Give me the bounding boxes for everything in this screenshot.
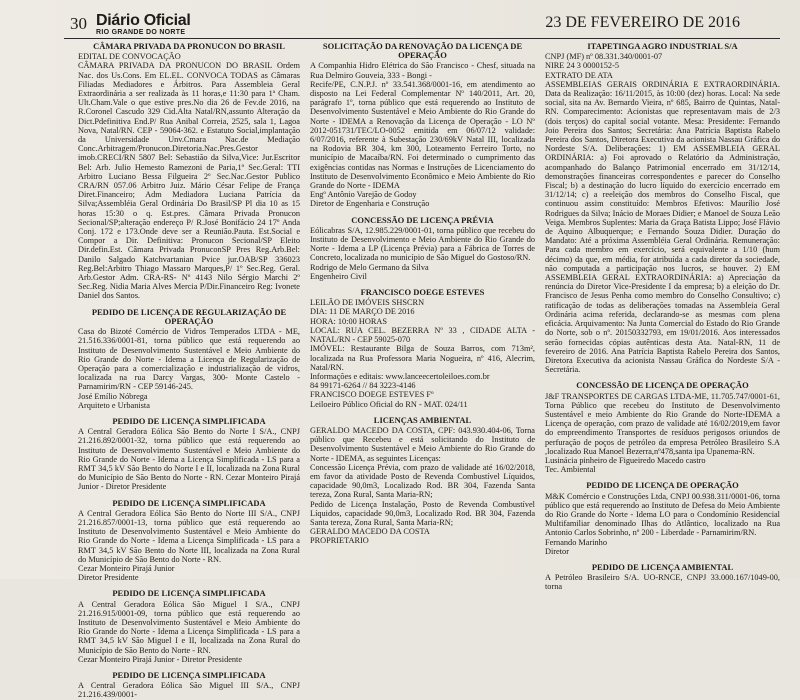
notice-text: Tec. Ambiental (545, 465, 596, 475)
notice-block (78, 308, 300, 410)
notice-text: Leiloeiro Público Oficial do RN - MAT. 024/11 (310, 399, 468, 409)
notice-text: A Central Geradora Eólica São Miguel III S/A., CNPJ 21.216.439/0001- (78, 681, 300, 700)
notice-title: PEDIDO DE LICENÇA SIMPLIFICADA (112, 415, 266, 426)
notice-block (78, 42, 300, 301)
notice-text: Informações e editais: www.lanceecertoleiloes.com.br (310, 371, 490, 381)
notice-block (310, 42, 535, 209)
notice-text: Diretor (545, 546, 569, 556)
notice-text: ASSEMBLEIAS GERAIS ORDINÁRIA E EXTRAORDINÁRIA. Data da Realização: 16/11/2015, às 10:00 (dez) horas. Local: Na sede social, sita na Av. Bernardo Vieira, nº 685, Bairro de Quintas, Natal-RN. Comparecimento: Acionistas que representavam mais de 2/3 (dois terços) do capital social votante. Mesa: Presidente: Fernando Joio Pereira dos Santos; Secretária: Ana Patrícia Baptista Rabelo Pereira dos Santos, Diretora Executiva da acionista Nassau Gráfica do Nordeste S/A. Deliberações: 1) EM ASSEMBLEIA GERAL ORDINÁRIA: a) Foi aprovado o Relatório da Administração, acompanhado do Balanço Patrimonial encerrado em 31/12/14, demonstrações financeiras correspondentes e parecer do Conselho Fiscal; b) a destinação do lucro líquido do exercício encerrado em 31/12/14; c) a reeleição dos membros do Conselho Fiscal, que continuou assim constituído: Membros Efetivos: Maurílio José Rodrigues da Silva; Inácio de Moraes Didier; e Manoel de Souza Leão Veiga. Membros Suplentes: Maria da Graça Batista Lippo; José Flávio de Aquino Albuquerque; e Fernando Souza Didier. Duração do Mandato: Até a próxima Assembléia Geral Ordinária. Remuneração: Para cada membro em exercício, será equivalente a 1/10 (hum décimo) da que, em média, for atribuída a cada diretor da sociedade, não computada a participação nos lucros, se houver. 2) EM ASSEMBLEIA GERAL EXTRAORDINÁRIA: a) Apreciação da renúncia do Diretor Vice-Presidente I da empresa; b) a eleição do Dr. Francisco de Jesus Penha como membro do Conselho Consultivo; c) ratificação de todas as deliberações tomadas na Assembleia Geral Ordinária acima referida, declarando-se as mesmas com plena eficácia. Arquivamento: Na Junta Comercial do Estado do Rio Grande do Norte, sob o nº. 20150332793, em 19/01/2016. Aos interessados serão fornecidas cópias autênticas desta Ata. Natal-RN, 11 de fevereiro de 2016. Ana Patrícia Baptista Rabelo Pereira dos Santos, Diretora Executiva da acionista Nassau Gráfica do Nordeste S/A - Secretária. (545, 79, 780, 375)
notice-text: Casa do Bizoté Comércio de Vidros Temperados LTDA - ME, 21.516.336/0001-81, torna público que está requerendo ao Instituto de Desenvolvimento Sustentável e Meio Ambiente do Rio Grande do Norte - Idema a Licença de Regularização de Operação para a comercialização e industrialização de vidros, localizada na rua Darcy Vargas, 300- Monte Castelo - Parnamirim/RN - CEP 59146-245. (78, 327, 300, 392)
notice-block (545, 42, 780, 374)
notice-text: A Companhia Hidro Elétrica do São Francisco - Chesf, situada na Rua Delmiro Gouveia, 333 - Bongi - (310, 61, 535, 80)
notice-text: GERALDO MACEDO DA COSTA, CPF: 043.930.404-06, Torna público que Recebeu e está solicitando do Instituto de Desenvolvimento Sustentável e Meio Ambiente do Rio Grande do Norte - IDEMA, as seguintes Licenças: (310, 425, 535, 463)
notice-text: Engenheiro Civil (310, 271, 367, 281)
notice-text: CNPJ (MF) nº 08.331.340/0001-07 (545, 52, 663, 62)
masthead-title: Diário Oficial (96, 12, 191, 29)
notice-title: ITAPETINGA AGRO INDUSTRIAL S/A (587, 41, 738, 51)
masthead (96, 12, 191, 36)
notice-text: HORA: 10:00 HORAS (310, 316, 387, 326)
masthead-subtitle: RIO GRANDE DO NORTE (96, 29, 186, 36)
notice-text: J&F TRANSPORTES DE CARGAS LTDA-ME, 11.705.747/0001-61, Torna Público que recebeu do Instituto de Desenvolvimento Sustentável e meio Ambiente do Rio Grande do Norte-IDEMA a Licença de operação, com prazo de validade até 16/02/2019,em favor do empreendimento Transportes de resíduos perigosos oriundos de perfuração de poços de petróleo da empresa Petróleo Brasileiro S.A ,localizado Rua Manoel Bezerra,nº478,santa ipa Upanema-RN. (545, 391, 780, 456)
notice-block (310, 416, 535, 546)
notice-title: LICENÇAS AMBIENTAL (373, 414, 472, 425)
notice-block (310, 288, 535, 409)
notice-text: DIA: 11 DE MARÇO DE 2016 (310, 307, 415, 317)
notice-text: Diretor de Engenharia e Construção (310, 199, 430, 209)
notice-title: CONCESSÃO DE LICENÇA DE OPERAÇÃO (576, 380, 749, 391)
notice-title: PEDIDO DE LICENÇA AMBIENTAL (591, 561, 734, 572)
notice-text: Eólicabras S/A, 12.985.229/0001-01, torna público que recebeu do Instituto de Desenvolvimento e Meio Ambiente do Rio Grande do Norte - Idema a LP (Licença Prévia) para a Fábrica de Torres de Concreto, localizada no município de São Miguel do Gostoso/RN. (310, 225, 535, 263)
notice-text: CÂMARA PRIVADA DA PRONUCON DO BRASIL Ordem Nac. dos Us.Cons. Em EL.EL. CONVOCA TODAS as Câmaras Filiadas Mediadores e Árbitros. Para Assembleia Geral Extraordinária a ser realizada às 11 horas,e 11:30 para 1ª Cham. Ult.Cham.Vale o que estive pres.No dia 26 de Fev.de 2016, na R.Coronel Cascudo 329 Cid.Alta Natal/RN,assunto Alteração da Dict.Pdefinitiva End.P/ Rua Anibal Correia, 2525, sala 1, Lagoa Nova, Natal/RN. CEP - 59064-362. e Estatuto Social,implantação da Universidade Unv.Cmara Nac.de Mediação Conc.Arbitragem/Pronucon.Diretoria.Nac.Pres.Gestor imob.CRECI/RN 5807 Bel: Sebastião da Silva,Vice: Jur.Escritor Bel: Arb. Julio Hemesto Ramezoni de Paria,1º Sec.Geral: TTI Arbitro Luciano Bessa Filgueira 2º Sec.Nac.Gestor Publico CRA/RN 057.06 Arbitro Juiz. Mário César Felipe de França Diret.Financeiro; Adm Mediadora Luciana Patrícia da Silva;Assembléia Geral Ordinária Do Brasil/SP Pl dia 10 as 15 horas 15:30 o q. Est.pres. Câmara Privada Pronucon Secional/SP;alteração endereço P/ R.José Bonifácio 24 17º Anda Conj. 172 e 173.Onde deve ser a Reunião.Pauta. Est.Social e Compor a Dir. Definitiva: Pronucon Secional/SP Eleito Dir.defin.Est. Câmara Privada PronuconSP Pres Reg.Arb.Bel: Danilo Salgado Katchvartanian Pvice jur.OAB/SP 336023 Reg.Bel:Arbitro Thiago Massaro Marques,P/ 1º Sec.Reg. Geral. Arb.Gestor Adm. CRA-RS- Nº 4143 Nilo Sérgio Marchi 2º Sec.Reg. Nidia Maria Alves Mercia P/Dir.Financeiro Reg: Ivonete Daniel dos Santos. (78, 61, 300, 301)
notice-block (545, 481, 780, 556)
notice-text: Arquiteto e Urbanista (78, 400, 150, 410)
notice-text: Lusinácia pinheiro de Figueiredo Macedo castro (545, 455, 706, 465)
notice-text: Fernando Marinho (545, 537, 607, 547)
notice-title: PEDIDO DE LICENÇA DE REGULARIZAÇÃO DE OPERAÇÃO (91, 306, 287, 326)
notice-block (545, 563, 780, 592)
notice-text: FRANCISCO DOEGE ESTEVES Fº (310, 390, 434, 400)
notice-text: Engº Antônio Varejão de Godoy (310, 190, 417, 200)
notice-title: FRANCISCO DOEGE ESTEVES (360, 287, 485, 298)
column-2 (310, 40, 535, 579)
notice-title: CONCESSÃO DE LICENÇA PRÉVIA (351, 214, 494, 225)
notice-text: A Central Geradora Eólica São Bento do Norte I S/A., CNPJ 21.216.892/0001-32, torna público que está requerendo ao Instituto de Desenvolvimento Sustentável e Meio Ambiente do Rio Grande do Norte - Idema a Licença Simplificada - LS para a RMT 34,5 kV São Bento do Norte I e II, localizada na Zona Rural do Município de São Bento do Norte - RN. Cezar Monteiro Pirajá Junior - Diretor Presidente (78, 427, 300, 492)
notice-block (78, 417, 300, 492)
notice-text: EDITAL DE CONVOCAÇÃO (78, 52, 181, 62)
notice-text: Diretor Presidente (78, 573, 139, 583)
page-number: 30 (70, 14, 87, 33)
notice-block (310, 216, 535, 281)
notice-title: SOLICITAÇÃO DA RENOVAÇÃO DA LICENÇA DE OPERAÇÃO (322, 41, 523, 61)
notice-block (78, 671, 300, 700)
notice-text: LOCAL: RUA CEL. BEZERRA Nº 33 , CIDADE ALTA - NATAL/RN - CEP 59025-070 (310, 325, 535, 345)
notice-block (78, 499, 300, 583)
page-header (0, 0, 800, 42)
notice-title: PEDIDO DE LICENÇA DE OPERAÇÃO (586, 480, 739, 491)
notice-text: A Petróleo Brasileiro S/A. UO-RNCE, CNPJ 33.000.167/1049-00, torna (545, 573, 780, 592)
notice-text: LEILÃO DE IMÓVEIS SHSCRN (310, 298, 425, 308)
column-1 (78, 40, 300, 700)
notice-title: CÂMARA PRIVADA DA PRONUCON DO BRASIL (93, 41, 285, 51)
notice-text: GERALDO MACEDO DA COSTA (310, 527, 430, 537)
notice-text: 84 99171-6264 // 84 3223-4146 (310, 381, 416, 391)
header-rule (64, 38, 780, 39)
column-3 (545, 40, 780, 592)
notice-block (545, 381, 780, 474)
notice-text: A Central Geradora Eólica São Miguel I S/A., CNPJ 21.216.915/0001-09, torna público que está requerendo ao Instituto de Desenvolvimento Sustentável e Meio Ambiente do Rio Grande do Norte - Idema a Licença Simplificada - LS para a RMT 34,5 kV São Miguel I e II, localizada na Zona Rural do Município de São Bento do Norte - RN. (78, 599, 300, 655)
notice-text: Cezar Monteiro Pirajá Junior - Diretor Presidente (78, 654, 243, 664)
notice-text: Pedido de Licença Instalação, Posto de Revenda Combustível Líquidos, capacidade 90,0m3, Localizado Rod. BR 304, Fazenda Santa tereza, Zona Rural, Santa Maria-RN; (310, 499, 535, 527)
notice-text: Cezar Monteiro Pirajá Junior (78, 563, 175, 573)
notice-text: EXTRATO DE ATA (545, 70, 613, 80)
issue-date: 23 DE FEVEREIRO DE 2016 (545, 14, 740, 31)
notice-text: Concessão Licença Prévia, com prazo de validade até 16/02/2018, em favor da atividade Posto de Revenda Combustível Líquidos, capacidade 90,0m3, Localizado Rod. BR 304, Fazenda Santa tereza, Zona Rural, Santa Maria-RN; (310, 462, 535, 500)
notice-title: PEDIDO DE LICENÇA SIMPLIFICADA (112, 670, 266, 680)
notice-text: PROPRIETARIO (310, 536, 369, 546)
notice-title: PEDIDO DE LICENÇA SIMPLIFICADA (112, 588, 266, 599)
notice-text: NIRE 24 3 0000152-5 (545, 61, 619, 71)
notice-text: IMÓVEL: Restaurante Bilga de Souza Barros, com 713m², localizada na Rua Professora Maria Nogueira, nº 416, Alecrim, Natal/RN. (310, 344, 535, 372)
notice-text: Rodrigo de Melo Germano da Silva (310, 262, 429, 272)
notice-text: José Emílio Nóbrega (78, 391, 148, 401)
notice-block (78, 589, 300, 664)
notice-text: A Central Geradora Eólica São Bento do Norte III S/A., CNPJ 21.216.857/0001-13, torna público que está requerendo ao Instituto de Desenvolvimento Sustentável e Meio Ambiente do Rio Grande do Norte - Idema a Licença Simplificada - LS para a RMT 34,5 kV São Bento do Norte III, localizada na Zona Rural do Município de São Bento do Norte - RN. (78, 508, 300, 564)
notice-title: PEDIDO DE LICENÇA SIMPLIFICADA (112, 497, 266, 508)
notice-text: M&K Comércio e Construções Ltda, CNPJ 00.938.311/0001-06, torna público que está requerendo ao Instituto de Defesa do Meio Ambiente do Rio Grande do Norte - Idema LO para o Condomínio Residencial Multifamiliar denominado Ilhas do Atlântico, localizado na Rua Antonio Carlos Sobrinho, nº 200 - Liberdade - Parnamirim/RN. (545, 491, 780, 538)
notice-text: Recife/PE, C.N.P.J. nº 33.541.368/0001-16, em atendimento ao disposto na Lei Federal Complementar Nº 140/2011, Art. 20, parágrafo 1º, torna público que está requerendo ao Instituto de Desenvolvimento Sustentável e Meio Ambiente do Rio Grande do Norte - IDEMA a Renovação da Licença de Operação - LO Nº 2012-051731/TEC/LO-0052 emitida em 06/07/12 validade: 6/07/2016, referente à Subestação 230/69kV Natal III, localizada na Rodovia BR 304, km 300, Loteamento Ferreiro Torto, no município de Macaíba/RN. Foi determinado o cumprimento das exigências contidas nas Normas e Instruções de Licenciamento do Instituto de Desenvolvimento Econômico e Meio Ambiente do Rio Grande do Norte - IDEMA (310, 79, 535, 191)
